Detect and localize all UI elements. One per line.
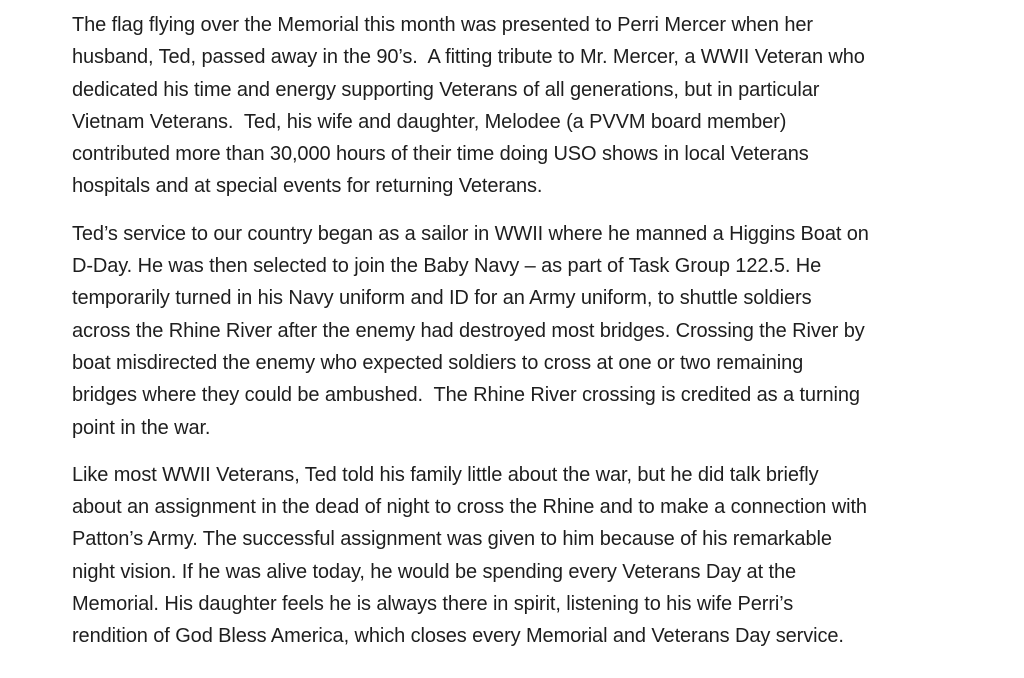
text-line: Vietnam Veterans. Ted, his wife and daughter, Melodee (a PVVM board member) <box>72 110 787 133</box>
text-line: night vision. If he was alive today, he would be spending every Veterans Day at the <box>72 560 796 583</box>
text-line: The flag flying over the Memorial this month was presented to Perri Mercer when her <box>72 14 813 36</box>
text-line: Memorial. His daughter feels he is always there in spirit, listening to his wife Perri’s <box>72 593 794 616</box>
text-line: hospitals and at special events for returning Veterans. <box>72 175 543 198</box>
document-body <box>72 9 972 668</box>
text-line: temporarily turned in his Navy uniform and ID for an Army uniform, to shuttle soldiers <box>72 287 812 310</box>
text-line: contributed more than 30,000 hours of their time doing USO shows in local Veterans <box>72 143 809 166</box>
text-line: Patton’s Army. The successful assignment was given to him because of his remarkable <box>72 528 832 551</box>
text-line: Like most WWII Veterans, Ted told his family little about the war, but he did talk briefly <box>72 463 819 486</box>
text-line: D-Day. He was then selected to join the Baby Navy – as part of Task Group 122.5. He <box>72 255 822 278</box>
text-line: about an assignment in the dead of night to cross the Rhine and to make a connection with <box>72 496 867 519</box>
text-line: point in the war. <box>72 416 211 439</box>
text-line: across the Rhine River after the enemy had destroyed most bridges. Crossing the River by <box>72 319 865 342</box>
paragraph-flag-presentation <box>72 9 972 203</box>
text-line: Ted’s service to our country began as a sailor in WWII where he manned a Higgins Boat on <box>72 222 869 245</box>
text-line: boat misdirected the enemy who expected soldiers to cross at one or two remaining <box>72 351 804 374</box>
text-line: rendition of God Bless America, which closes every Memorial and Veterans Day service. <box>72 625 844 648</box>
paragraph-service-history <box>72 218 972 444</box>
text-line: bridges where they could be ambushed. The Rhine River crossing is credited as a turning <box>72 384 860 407</box>
paragraph-family-memories <box>72 459 972 653</box>
text-line: husband, Ted, passed away in the 90’s. A fitting tribute to Mr. Mercer, a WWII Veteran who <box>72 46 865 69</box>
text-line: dedicated his time and energy supporting Veterans of all generations, but in particular <box>72 78 820 101</box>
